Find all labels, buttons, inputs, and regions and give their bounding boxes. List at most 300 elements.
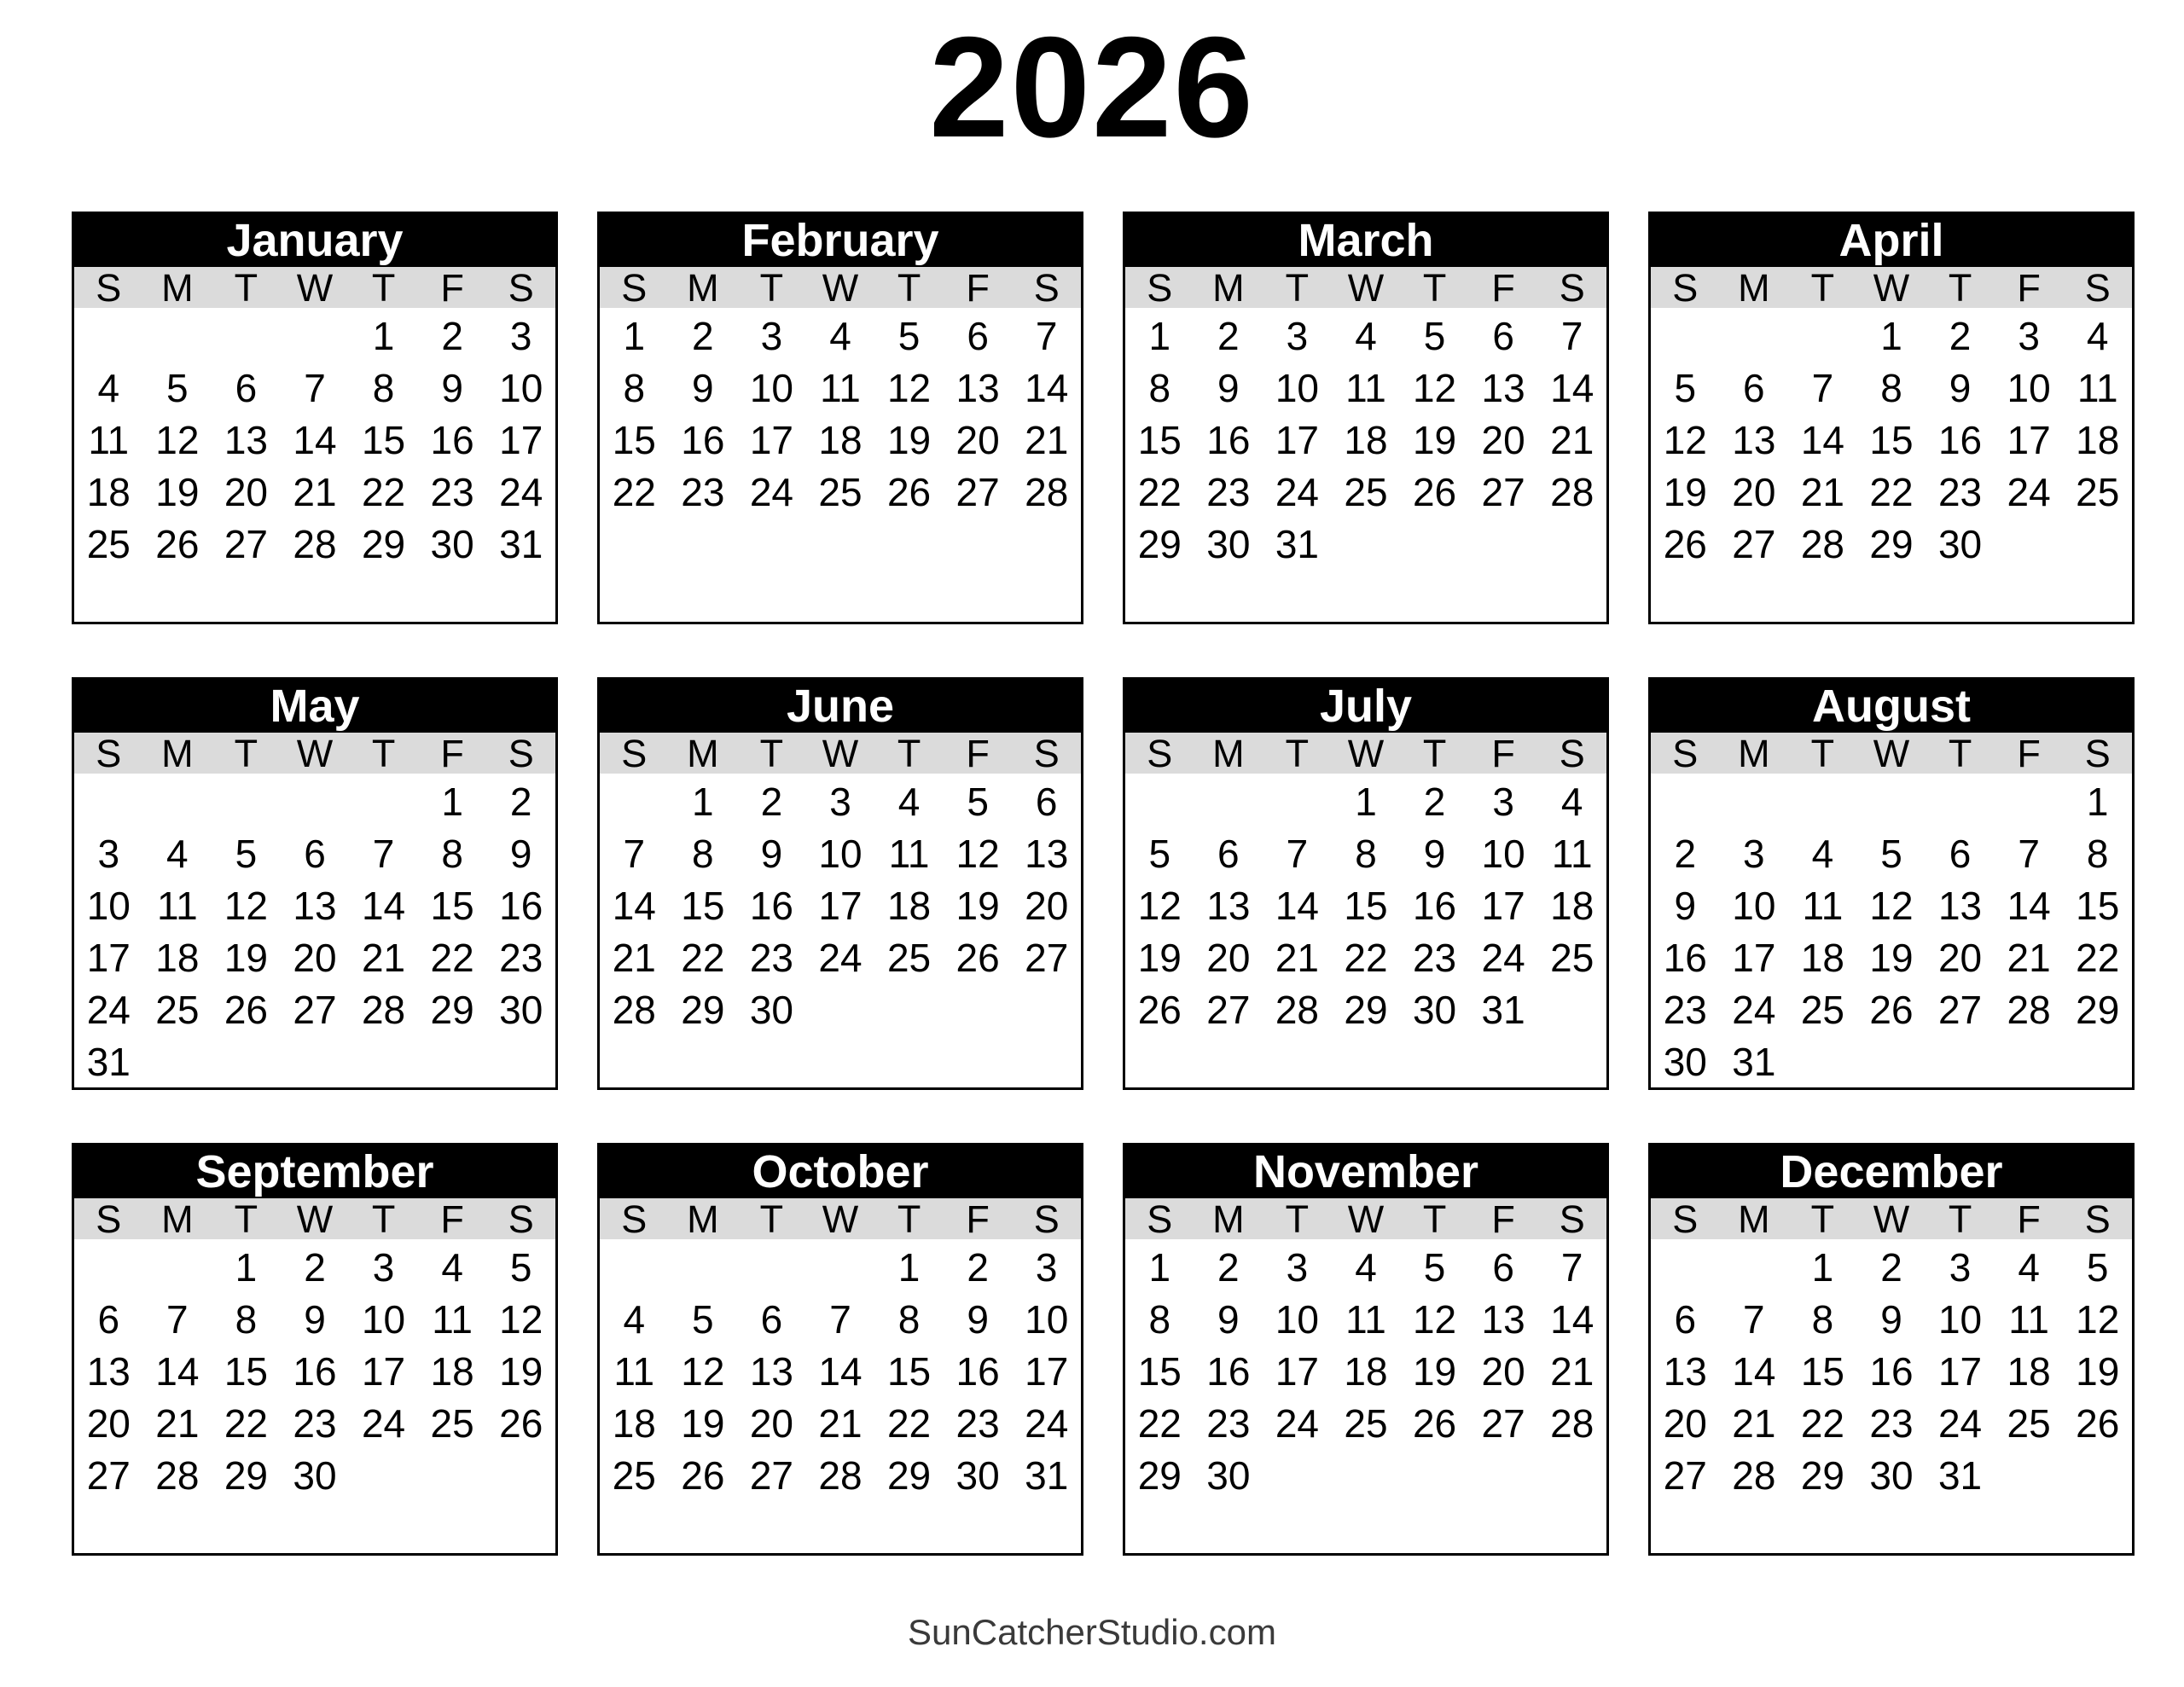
day-cell: 8 — [235, 1296, 258, 1342]
weekday-label: M — [687, 1197, 719, 1241]
day-cell-empty — [74, 1501, 143, 1553]
day-cell: 29 — [361, 521, 406, 566]
day-cell-empty — [349, 570, 418, 622]
weekday-row — [600, 733, 1081, 774]
day-cell: 4 — [1355, 313, 1377, 358]
day-cell-empty — [1194, 570, 1263, 622]
day-cell-empty — [600, 570, 669, 622]
month-header — [1651, 1145, 2132, 1198]
month-header — [600, 680, 1081, 733]
day-cell-empty — [1857, 1035, 1926, 1087]
day-cell: 19 — [886, 417, 932, 462]
weekday-label: F — [440, 265, 464, 310]
day-cell: 16 — [1206, 1348, 1251, 1394]
day-cell: 2 — [692, 313, 714, 358]
month-january — [72, 212, 558, 624]
day-cell: 4 — [441, 1244, 463, 1290]
weekday-label: M — [687, 265, 719, 310]
day-cell: 21 — [361, 935, 406, 980]
day-cell: 23 — [293, 1400, 337, 1446]
day-cell: 16 — [293, 1348, 337, 1394]
day-cell: 7 — [1286, 831, 1309, 876]
day-cell: 25 — [1344, 469, 1388, 514]
day-cell: 15 — [681, 883, 725, 928]
weekday-label: T — [759, 731, 784, 775]
day-cell: 20 — [1937, 935, 1983, 980]
day-cell-empty — [1012, 570, 1081, 622]
day-cell-empty — [1469, 1035, 1538, 1087]
day-cell: 9 — [1217, 1296, 1240, 1342]
day-cell: 27 — [1481, 469, 1525, 514]
day-cell: 18 — [818, 417, 863, 462]
day-cell: 10 — [1481, 831, 1525, 876]
day-cell: 1 — [1880, 313, 1902, 358]
day-cell-empty — [944, 570, 1013, 622]
day-cell: 17 — [1481, 883, 1525, 928]
day-cell: 7 — [2018, 831, 2040, 876]
weekday-label: S — [1033, 265, 1060, 310]
day-cell: 11 — [2077, 365, 2118, 410]
day-cell: 13 — [1481, 365, 1525, 410]
day-cell: 25 — [886, 935, 932, 980]
day-cell: 6 — [1949, 831, 1972, 876]
day-cell: 6 — [760, 1296, 783, 1342]
day-cell: 13 — [1206, 883, 1251, 928]
day-cell: 12 — [1869, 883, 1914, 928]
day-cell: 17 — [1275, 1348, 1319, 1394]
day-cell: 30 — [1206, 1452, 1251, 1498]
day-cell: 31 — [86, 1039, 131, 1084]
day-cell: 29 — [1869, 521, 1914, 566]
day-cell: 10 — [1937, 1296, 1983, 1342]
day-cell: 21 — [1800, 469, 1844, 514]
day-cell: 22 — [1800, 1400, 1844, 1446]
weekday-label: T — [1422, 731, 1447, 775]
day-cell-empty — [1995, 1035, 2064, 1087]
day-cell-empty — [1720, 310, 1789, 362]
day-cell: 4 — [1811, 831, 1834, 876]
day-cell-empty — [1012, 983, 1081, 1035]
day-cell: 27 — [1937, 987, 1983, 1032]
day-cell: 4 — [2018, 1244, 2040, 1290]
day-cell: 11 — [88, 417, 130, 462]
day-cell: 22 — [2076, 935, 2120, 980]
month-november — [1123, 1143, 1609, 1556]
day-cell: 7 — [372, 831, 395, 876]
day-cell-empty — [1263, 570, 1332, 622]
day-cell-empty — [1537, 1449, 1606, 1501]
weekday-label: W — [822, 1197, 859, 1241]
day-cell: 30 — [749, 987, 793, 1032]
day-cell-empty — [486, 1501, 555, 1553]
day-cell: 15 — [886, 1348, 932, 1394]
month-name: February — [741, 215, 939, 266]
month-october — [597, 1143, 1083, 1556]
day-cell-empty — [669, 1241, 738, 1293]
day-cell: 29 — [681, 987, 725, 1032]
weekday-label: W — [296, 1197, 334, 1241]
day-cell: 2 — [1880, 1244, 1902, 1290]
days-grid — [1651, 308, 2132, 622]
day-cell: 6 — [235, 365, 258, 410]
day-cell-empty — [2063, 1501, 2132, 1553]
day-cell-empty — [1537, 1501, 1606, 1553]
day-cell: 6 — [967, 313, 989, 358]
day-cell-empty — [737, 1035, 806, 1087]
day-cell: 2 — [304, 1244, 326, 1290]
day-cell-empty — [1332, 1449, 1401, 1501]
weekday-label: S — [2084, 265, 2111, 310]
day-cell: 31 — [1025, 1452, 1069, 1498]
day-cell-empty — [1332, 518, 1401, 570]
day-cell: 11 — [1551, 831, 1593, 876]
day-cell: 6 — [1743, 365, 1765, 410]
day-cell-empty — [1400, 570, 1469, 622]
weekday-label: S — [1147, 265, 1173, 310]
day-cell: 28 — [293, 521, 337, 566]
day-cell: 21 — [1550, 417, 1594, 462]
day-cell: 22 — [430, 935, 474, 980]
day-cell-empty — [806, 983, 875, 1035]
weekday-label: M — [161, 1197, 194, 1241]
weekday-label: S — [1147, 1197, 1173, 1241]
day-cell: 8 — [897, 1296, 921, 1342]
weekday-label: S — [508, 731, 534, 775]
day-cell: 22 — [612, 469, 656, 514]
day-cell: 1 — [897, 1244, 921, 1290]
day-cell-empty — [418, 1449, 487, 1501]
day-cell: 20 — [1481, 417, 1525, 462]
day-cell-empty — [944, 1501, 1013, 1553]
day-cell: 17 — [749, 417, 793, 462]
weekday-row — [1125, 733, 1606, 774]
weekday-row — [1651, 1198, 2132, 1239]
day-cell: 27 — [1732, 521, 1776, 566]
weekday-label: S — [2084, 731, 2111, 775]
day-cell: 5 — [2086, 1244, 2109, 1290]
day-cell: 18 — [1550, 883, 1594, 928]
weekday-label: T — [234, 265, 258, 310]
day-cell: 15 — [1869, 417, 1914, 462]
weekday-label: S — [508, 265, 534, 310]
weekday-label: W — [1347, 265, 1385, 310]
day-cell: 30 — [1412, 987, 1457, 1032]
day-cell: 21 — [155, 1400, 200, 1446]
day-cell-empty — [806, 1035, 875, 1087]
day-cell: 28 — [818, 1452, 863, 1498]
day-cell-empty — [143, 1501, 212, 1553]
day-cell-empty — [1263, 1449, 1332, 1501]
month-header — [1651, 680, 2132, 733]
day-cell: 4 — [1560, 779, 1583, 824]
day-cell: 19 — [1869, 935, 1914, 980]
weekday-label: M — [1738, 265, 1770, 310]
day-cell: 6 — [1674, 1296, 1697, 1342]
weekday-label: S — [1559, 731, 1585, 775]
day-cell: 7 — [1743, 1296, 1765, 1342]
day-cell: 2 — [760, 779, 783, 824]
day-cell: 8 — [2086, 831, 2109, 876]
day-cell: 5 — [1423, 1244, 1446, 1290]
day-cell: 14 — [2007, 883, 2051, 928]
day-cell: 1 — [692, 779, 714, 824]
weekday-label: T — [759, 265, 784, 310]
day-cell: 12 — [1412, 365, 1457, 410]
day-cell: 9 — [1880, 1296, 1902, 1342]
day-cell: 11 — [820, 365, 861, 410]
day-cell: 20 — [1732, 469, 1776, 514]
day-cell: 14 — [361, 883, 406, 928]
day-cell: 30 — [956, 1452, 1000, 1498]
day-cell: 8 — [372, 365, 395, 410]
day-cell: 14 — [818, 1348, 863, 1394]
weekday-label: W — [1347, 1197, 1385, 1241]
day-cell-empty — [1194, 775, 1263, 827]
day-cell-empty — [874, 983, 944, 1035]
day-cell: 8 — [1880, 365, 1902, 410]
weekday-label: T — [234, 1197, 258, 1241]
day-cell: 1 — [1355, 779, 1377, 824]
day-cell: 26 — [1412, 1400, 1457, 1446]
weekday-label: T — [897, 731, 921, 775]
day-cell: 13 — [1663, 1348, 1707, 1394]
day-cell: 25 — [155, 987, 200, 1032]
day-cell: 25 — [1800, 987, 1844, 1032]
weekday-label: F — [440, 1197, 464, 1241]
weekday-label: T — [371, 265, 396, 310]
day-cell: 12 — [1137, 883, 1182, 928]
weekday-label: W — [296, 265, 334, 310]
month-name: December — [1780, 1146, 2003, 1197]
day-cell-empty — [74, 1241, 143, 1293]
footer-credit: SunCatcherStudio.com — [908, 1612, 1276, 1652]
day-cell: 25 — [430, 1400, 474, 1446]
day-cell-empty — [1651, 1241, 1720, 1293]
day-cell: 28 — [361, 987, 406, 1032]
day-cell: 24 — [1732, 987, 1776, 1032]
day-cell: 15 — [1137, 417, 1182, 462]
day-cell: 7 — [1560, 313, 1583, 358]
day-cell: 13 — [224, 417, 268, 462]
day-cell: 23 — [1206, 469, 1251, 514]
day-cell-empty — [600, 1035, 669, 1087]
day-cell-empty — [74, 310, 143, 362]
day-cell: 13 — [1732, 417, 1776, 462]
month-header — [600, 214, 1081, 267]
day-cell: 8 — [692, 831, 714, 876]
day-cell: 29 — [886, 1452, 932, 1498]
weekday-label: W — [296, 731, 334, 775]
day-cell-empty — [1332, 570, 1401, 622]
day-cell: 1 — [1148, 1244, 1171, 1290]
weekday-row — [74, 733, 555, 774]
day-cell-empty — [1469, 1501, 1538, 1553]
day-cell: 12 — [1663, 417, 1707, 462]
days-grid — [600, 308, 1081, 622]
day-cell: 22 — [224, 1400, 268, 1446]
day-cell-empty — [1332, 1035, 1401, 1087]
day-cell: 6 — [1492, 313, 1514, 358]
month-header — [1651, 214, 2132, 267]
day-cell-empty — [737, 518, 806, 570]
day-cell: 30 — [499, 987, 543, 1032]
day-cell-empty — [1857, 1501, 1926, 1553]
day-cell: 2 — [1949, 313, 1972, 358]
day-cell: 31 — [499, 521, 543, 566]
day-cell: 6 — [304, 831, 326, 876]
day-cell-empty — [212, 310, 281, 362]
weekday-label: W — [1347, 731, 1385, 775]
days-grid — [600, 1239, 1081, 1553]
day-cell: 22 — [681, 935, 725, 980]
day-cell: 28 — [1275, 987, 1319, 1032]
day-cell-empty — [486, 1035, 555, 1087]
weekday-label: S — [96, 265, 122, 310]
weekday-label: T — [1285, 731, 1310, 775]
day-cell: 6 — [1217, 831, 1240, 876]
day-cell: 2 — [1217, 1244, 1240, 1290]
day-cell: 17 — [499, 417, 543, 462]
day-cell: 9 — [509, 831, 532, 876]
day-cell: 7 — [1811, 365, 1834, 410]
weekday-label: T — [1422, 265, 1447, 310]
day-cell-empty — [1400, 1501, 1469, 1553]
day-cell: 19 — [956, 883, 1000, 928]
day-cell: 19 — [1663, 469, 1707, 514]
day-cell: 22 — [1137, 469, 1182, 514]
month-name: July — [1319, 681, 1413, 732]
day-cell: 3 — [760, 313, 783, 358]
day-cell-empty — [874, 1501, 944, 1553]
day-cell: 23 — [1412, 935, 1457, 980]
day-cell: 3 — [1286, 1244, 1309, 1290]
day-cell: 11 — [1345, 1296, 1386, 1342]
weekday-label: F — [966, 1197, 990, 1241]
day-cell: 13 — [1937, 883, 1983, 928]
day-cell: 15 — [612, 417, 656, 462]
day-cell: 26 — [956, 935, 1000, 980]
day-cell: 25 — [86, 521, 131, 566]
weekday-row — [600, 267, 1081, 308]
day-cell: 27 — [1481, 1400, 1525, 1446]
weekday-row — [74, 267, 555, 308]
day-cell: 22 — [1137, 1400, 1182, 1446]
day-cell: 1 — [1811, 1244, 1834, 1290]
day-cell-empty — [1995, 1501, 2064, 1553]
day-cell-empty — [74, 570, 143, 622]
weekday-label: W — [822, 731, 859, 775]
day-cell-empty — [600, 775, 669, 827]
day-cell: 24 — [2007, 469, 2051, 514]
months-grid — [72, 212, 2135, 1556]
day-cell: 25 — [2007, 1400, 2051, 1446]
day-cell-empty — [349, 1501, 418, 1553]
weekday-label: F — [966, 731, 990, 775]
day-cell: 27 — [1206, 987, 1251, 1032]
day-cell: 24 — [818, 935, 863, 980]
day-cell: 15 — [1137, 1348, 1182, 1394]
day-cell: 5 — [235, 831, 258, 876]
day-cell: 5 — [509, 1244, 532, 1290]
month-name: August — [1812, 681, 1971, 732]
day-cell: 1 — [1148, 313, 1171, 358]
day-cell: 5 — [1880, 831, 1902, 876]
day-cell: 20 — [1663, 1400, 1707, 1446]
month-header — [1125, 680, 1606, 733]
day-cell: 23 — [749, 935, 793, 980]
day-cell-empty — [1537, 570, 1606, 622]
day-cell-empty — [349, 1035, 418, 1087]
day-cell-empty — [1926, 1501, 1995, 1553]
day-cell: 10 — [749, 365, 793, 410]
day-cell: 9 — [441, 365, 463, 410]
day-cell-empty — [1125, 570, 1194, 622]
month-july — [1123, 677, 1609, 1090]
weekday-label: F — [1491, 1197, 1515, 1241]
day-cell: 3 — [1035, 1244, 1058, 1290]
day-cell-empty — [1400, 1035, 1469, 1087]
day-cell-empty — [806, 518, 875, 570]
day-cell: 10 — [818, 831, 863, 876]
day-cell-empty — [1995, 570, 2064, 622]
day-cell: 12 — [224, 883, 268, 928]
weekday-label: M — [1212, 731, 1245, 775]
day-cell: 14 — [1550, 1296, 1594, 1342]
day-cell-empty — [600, 1501, 669, 1553]
day-cell: 11 — [156, 883, 198, 928]
day-cell: 26 — [1663, 521, 1707, 566]
day-cell-empty — [1788, 310, 1857, 362]
day-cell: 20 — [1481, 1348, 1525, 1394]
day-cell: 18 — [430, 1348, 474, 1394]
month-september — [72, 1143, 558, 1556]
day-cell: 9 — [1423, 831, 1446, 876]
weekday-label: T — [897, 265, 921, 310]
day-cell-empty — [1469, 518, 1538, 570]
day-cell: 3 — [97, 831, 120, 876]
day-cell-empty — [944, 518, 1013, 570]
day-cell: 8 — [1355, 831, 1377, 876]
day-cell: 4 — [829, 313, 851, 358]
day-cell: 17 — [361, 1348, 406, 1394]
day-cell: 22 — [1869, 469, 1914, 514]
day-cell: 2 — [967, 1244, 989, 1290]
day-cell: 12 — [886, 365, 932, 410]
day-cell: 16 — [681, 417, 725, 462]
day-cell-empty — [1720, 775, 1789, 827]
day-cell: 3 — [1492, 779, 1514, 824]
day-cell: 4 — [897, 779, 921, 824]
weekday-label: M — [161, 731, 194, 775]
day-cell-empty — [806, 1501, 875, 1553]
day-cell: 25 — [612, 1452, 656, 1498]
day-cell: 1 — [441, 779, 463, 824]
day-cell: 26 — [2076, 1400, 2120, 1446]
day-cell: 20 — [224, 469, 268, 514]
day-cell: 26 — [681, 1452, 725, 1498]
weekday-row — [1651, 267, 2132, 308]
day-cell-empty — [281, 1501, 350, 1553]
day-cell-empty — [874, 570, 944, 622]
weekday-label: T — [371, 1197, 396, 1241]
day-cell-empty — [281, 775, 350, 827]
day-cell-empty — [143, 310, 212, 362]
day-cell: 22 — [361, 469, 406, 514]
day-cell: 7 — [166, 1296, 189, 1342]
day-cell-empty — [349, 1449, 418, 1501]
month-december — [1648, 1143, 2135, 1556]
days-grid — [74, 308, 555, 622]
